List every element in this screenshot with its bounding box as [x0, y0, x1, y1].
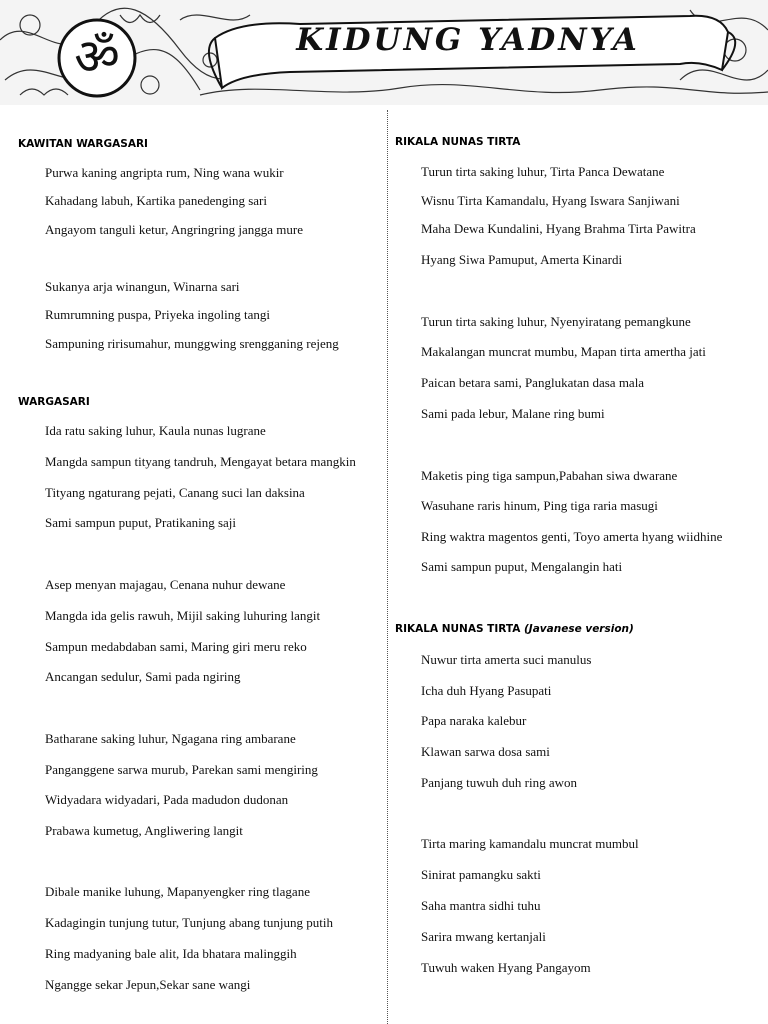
verse-line: Sarira mwang kertanjali	[421, 929, 546, 944]
verse-line: Panjang tuwuh duh ring awon	[421, 775, 577, 790]
verse-line: Sami sampun puput, Pratikaning saji	[45, 515, 237, 530]
verse-line: Purwa kaning angripta rum, Ning wana wukir	[45, 165, 284, 180]
verse-line: Sukanya arja winangun, Winarna sari	[45, 279, 240, 294]
verse-line: Kadagingin tunjung tutur, Tunjung abang tunjung putih	[45, 915, 334, 930]
section-heading-text: RIKALA NUNAS TIRTA	[395, 623, 521, 635]
verse-line: Prabawa kumetug, Angliwering langit	[45, 823, 243, 838]
header-banner	[0, 0, 768, 110]
verse-line: Widyadara widyadari, Pada madudon dudonan	[45, 792, 289, 807]
verse-line: Turun tirta saking luhur, Nyenyiratang pemangkune	[421, 314, 691, 329]
verse-line: Icha duh Hyang Pasupati	[421, 683, 552, 698]
verse-line: Batharane saking luhur, Ngagana ring ambarane	[45, 731, 296, 746]
verse-line: Ngangge sekar Jepun,Sekar sane wangi	[45, 977, 251, 992]
verse-line: Sinirat pamangku sakti	[421, 867, 541, 882]
verse-line: Ida ratu saking luhur, Kaula nunas lugrane	[45, 423, 266, 438]
verse-line: Wasuhane raris hinum, Ping tiga raria masugi	[421, 498, 658, 513]
verse-line: Ancangan sedulur, Sami pada ngiring	[45, 669, 241, 684]
section-heading: RIKALA NUNAS TIRTA	[395, 136, 521, 148]
verse-line: Angayom tanguli ketur, Angringring jangga mure	[45, 222, 303, 237]
verse-line: Kahadang labuh, Kartika panedenging sari	[45, 193, 268, 208]
verse-line: Tirta maring kamandalu muncrat mumbul	[421, 836, 639, 851]
verse-line: Mangda ida gelis rawuh, Mijil saking luhuring langit	[45, 608, 321, 623]
verse-line: Ring madyaning bale alit, Ida bhatara malinggih	[45, 946, 297, 961]
verse-line: Saha mantra sidhi tuhu	[421, 898, 541, 913]
verse-line: Maha Dewa Kundalini, Hyang Brahma Tirta Pawitra	[421, 221, 696, 236]
verse-line: Makalangan muncrat mumbu, Mapan tirta amertha jati	[421, 344, 706, 359]
om-symbol-icon: ॐ	[74, 28, 120, 86]
verse-line: Sampuning ririsumahur, munggwing srengganing rejeng	[45, 336, 339, 351]
verse-line: Paican betara sami, Panglukatan dasa mala	[421, 375, 645, 390]
verse-line: Asep menyan majagau, Cenana nuhur dewane	[45, 577, 286, 592]
verse-line: Papa naraka kalebur	[421, 713, 527, 728]
verse-line: Sampun medabdaban sami, Maring giri meru reko	[45, 639, 307, 654]
section-heading: KAWITAN WARGASARI	[18, 138, 148, 150]
verse-line: Rumrumning puspa, Priyeka ingoling tangi	[45, 307, 270, 322]
verse-line: Tityang ngaturang pejati, Canang suci lan daksina	[45, 485, 305, 500]
verse-line: Ring waktra magentos genti, Toyo amerta hyang wiidhine	[421, 529, 723, 544]
verse-line: Mangda sampun tityang tandruh, Mengayat betara mangkin	[45, 454, 356, 469]
verse-line: Sami sampun puput, Mengalangin hati	[421, 559, 623, 574]
page-title: KIDUNG YADNYA	[296, 22, 640, 58]
section-heading	[395, 623, 634, 635]
verse-line: Sami pada lebur, Malane ring bumi	[421, 406, 605, 421]
verse-line: Tuwuh waken Hyang Pangayom	[421, 960, 591, 975]
verse-line: Panganggene sarwa murub, Parekan sami mengiring	[45, 762, 318, 777]
verse-line: Wisnu Tirta Kamandalu, Hyang Iswara Sanjiwani	[421, 193, 680, 208]
verse-line: Nuwur tirta amerta suci manulus	[421, 652, 592, 667]
section-heading-note: (Javanese version)	[524, 623, 634, 635]
verse-line: Maketis ping tiga sampun,Pabahan siwa dwarane	[421, 468, 678, 483]
verse-line: Turun tirta saking luhur, Tirta Panca Dewatane	[421, 164, 665, 179]
section-heading: WARGASARI	[18, 396, 90, 408]
verse-line: Klawan sarwa dosa sami	[421, 744, 550, 759]
verse-line: Hyang Siwa Pamuput, Amerta Kinardi	[421, 252, 623, 267]
verse-line: Dibale manike luhung, Mapanyengker ring tlagane	[45, 884, 310, 899]
column-divider	[387, 110, 388, 1024]
